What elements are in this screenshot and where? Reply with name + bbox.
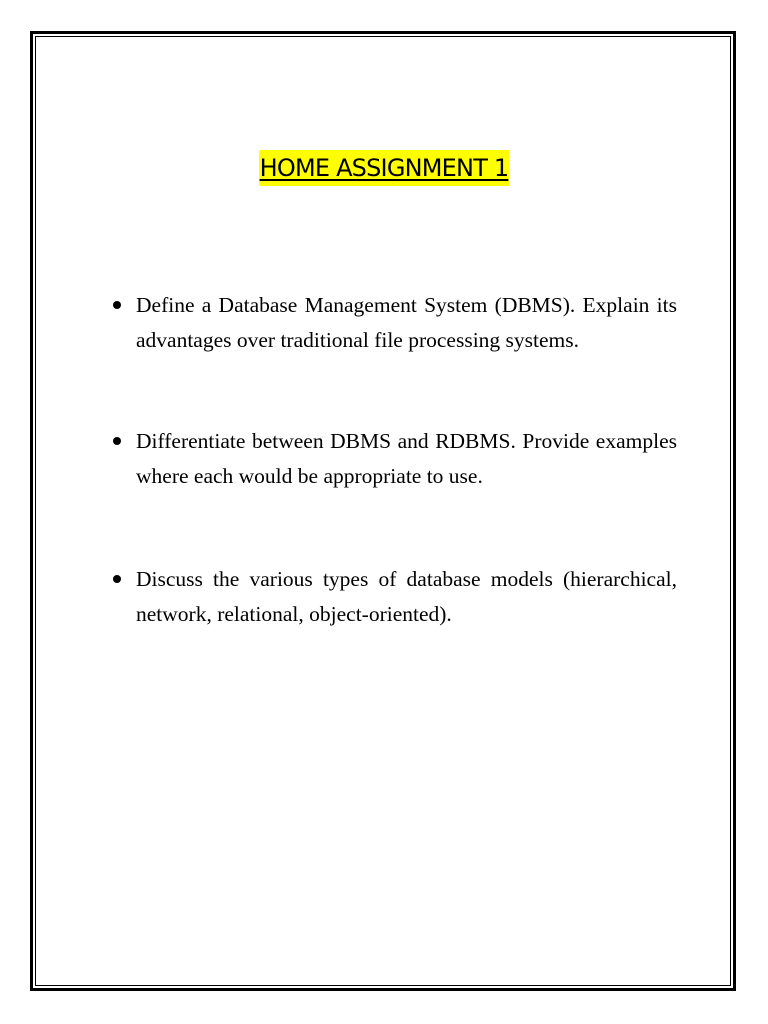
page-title: HOME ASSIGNMENT 1 (259, 150, 510, 186)
question-text: Discuss the various types of database models (hierarchical, network, relational, object-oriented). (136, 567, 677, 626)
question-text: Define a Database Management System (DBMS). Explain its advantages over traditional file processing systems. (136, 293, 677, 352)
bullet-icon (113, 437, 121, 445)
list-item (136, 562, 677, 632)
bullet-icon (113, 301, 121, 309)
list-item (136, 288, 677, 358)
bullet-icon (113, 575, 121, 583)
list-item (136, 424, 677, 494)
question-text: Differentiate between DBMS and RDBMS. Provide examples where each would be appropriate to use. (136, 429, 677, 488)
